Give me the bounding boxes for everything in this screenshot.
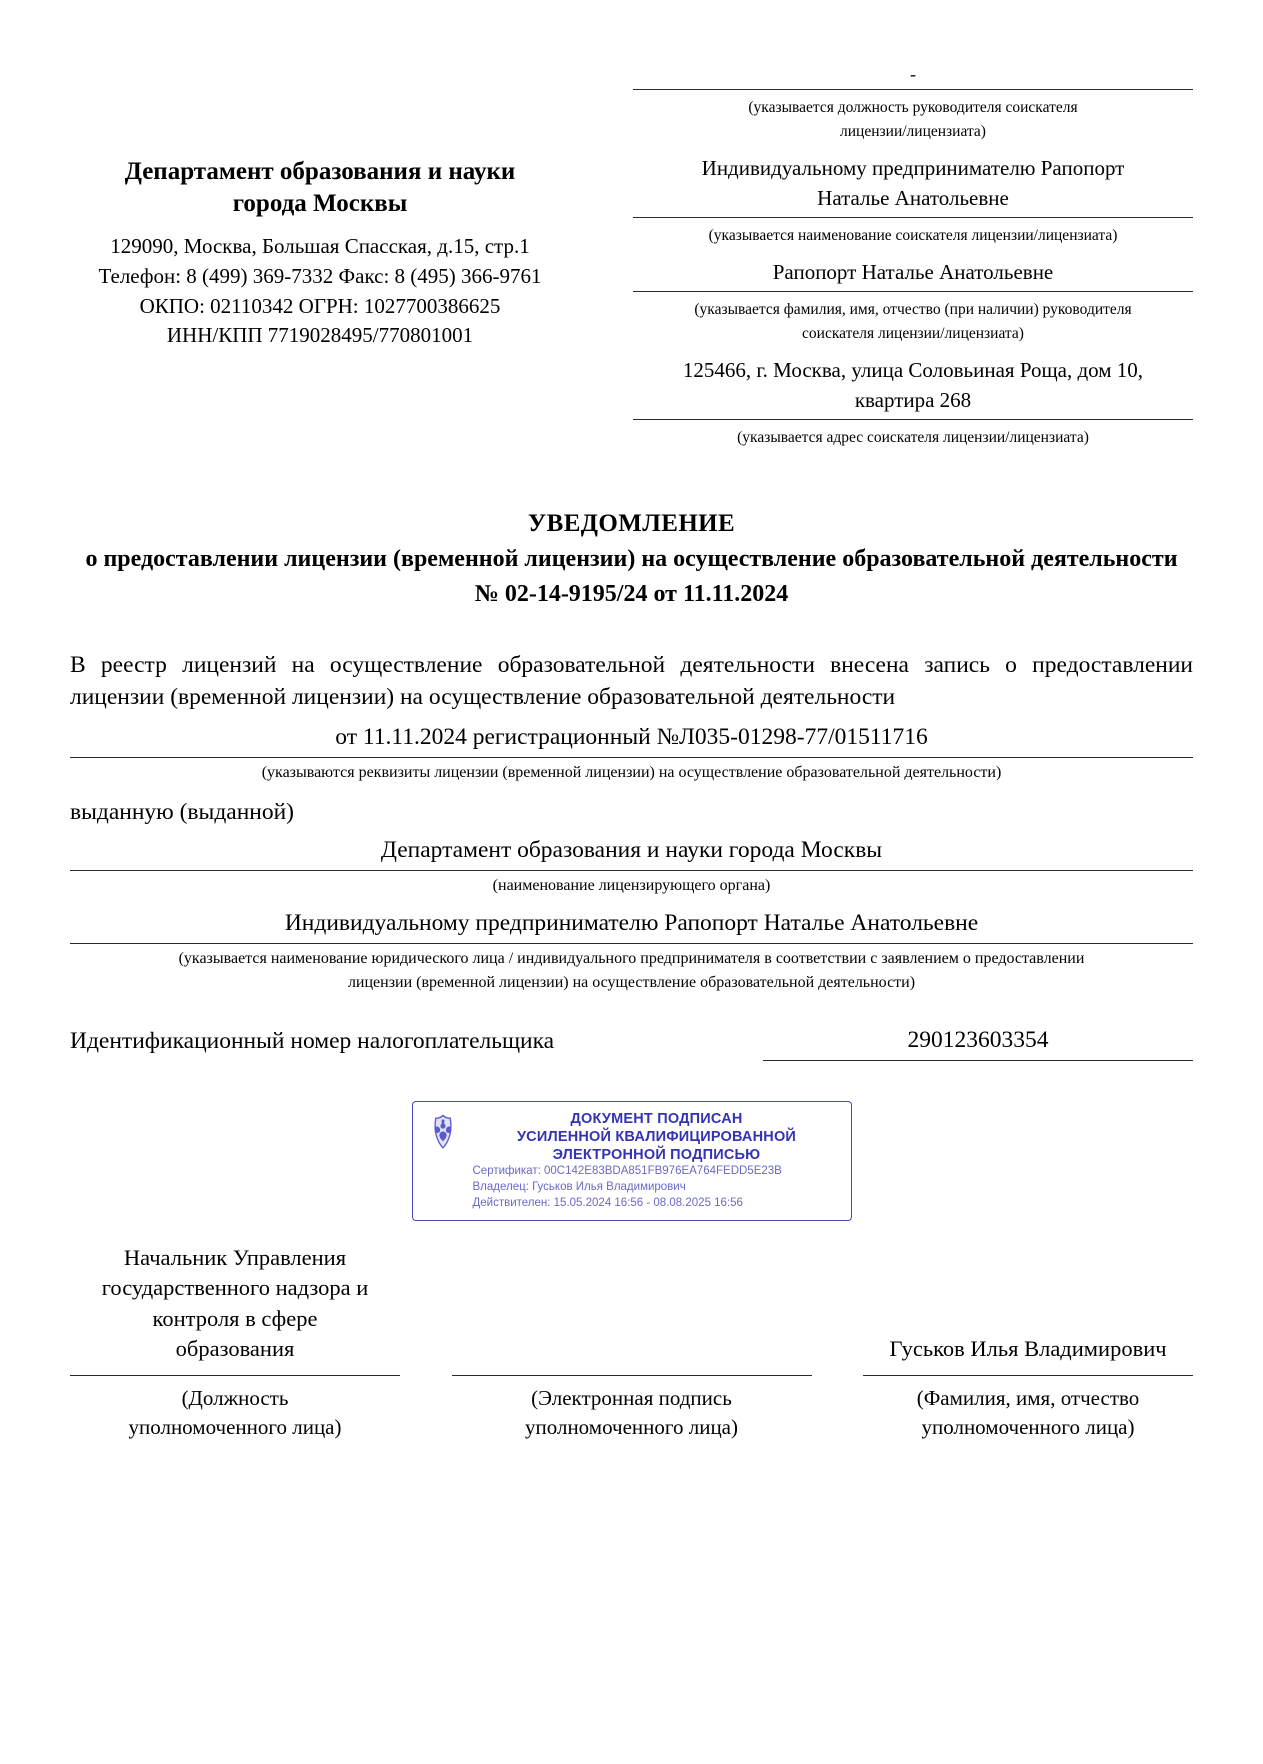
signer-position-line2: государственного надзора и	[101, 1275, 369, 1301]
addressee-position-caption	[633, 94, 1193, 152]
body-paragraph: В реестр лицензий на осуществление образовательной деятельности внесена запись о предоставлении лицензии (временной лицензии) на осуществление образовательной деятельности	[70, 652, 1193, 711]
signer-fio: Гуськов Илья Владимирович	[889, 1336, 1167, 1362]
stamp-valid-period: Действителен: 15.05.2024 16:56 - 08.08.2025 16:56	[472, 1197, 743, 1210]
document-subtitle: о предоставлении лицензии (временной лицензии) на осуществление образовательной деятельности	[85, 546, 1178, 573]
signature-captions	[70, 1375, 1193, 1443]
issuing-organization-block	[70, 60, 570, 351]
organization-inn-kpp: ИНН/КПП 7719028495/770801001	[166, 323, 474, 348]
licensee-caption-line2: лицензии (временной лицензии) на осуществление образовательной деятельности)	[347, 974, 916, 992]
addressee-fio-caption-line2: соискателя лицензии/лицензиата)	[802, 325, 1024, 343]
signature-caption-fio-line1: (Фамилия, имя, отчество	[916, 1385, 1140, 1410]
addressee-position-value: -	[910, 64, 916, 84]
stamp-title-line3: ЭЛЕКТРОННОЙ ПОДПИСЬЮ	[552, 1147, 761, 1164]
signature-caption-position-line1: (Должность	[181, 1385, 289, 1410]
issued-label: выданную (выданной)	[70, 799, 295, 826]
signer-position-line3: контроля в сфере	[152, 1305, 318, 1331]
signer-position-line4: образования	[175, 1336, 295, 1362]
addressee-fio-caption-line1: (указывается фамилия, имя, отчество (при наличии) руководителя	[694, 301, 1132, 319]
divider	[633, 419, 1193, 420]
organization-name	[70, 156, 570, 220]
signature-caption-fio	[863, 1375, 1193, 1443]
document-title: УВЕДОМЛЕНИЕ	[527, 510, 736, 538]
divider	[633, 217, 1193, 218]
addressee-name-value	[633, 152, 1193, 217]
signature-caption-fio-line2: уполномоченного лица)	[921, 1414, 1135, 1439]
coat-of-arms-icon	[421, 1110, 465, 1162]
addressee-position-caption-line1: (указывается должность руководителя соискателя	[748, 99, 1078, 117]
addressee-address-line1: 125466, г. Москва, улица Соловьиная Роща, дом 10,	[682, 358, 1144, 383]
licensee-field: Индивидуальному предпринимателю Рапопорт Наталье Анатольевне	[70, 904, 1193, 944]
stamp-text-block	[473, 1110, 841, 1212]
signature-caption-position	[70, 1375, 400, 1443]
licensee-caption-line1: (указывается наименование юридического лица / индивидуального предпринимателя в соответствии с заявлением о предоставлении	[178, 950, 1085, 968]
organization-okpo-ogrn: ОКПО: 02110342 ОГРН: 1027700386625	[139, 293, 501, 318]
taxpayer-number-row	[70, 1025, 1193, 1061]
addressee-name-caption: (указывается наименование соискателя лицензии/лицензиата)	[708, 227, 1118, 244]
stamp-title	[473, 1110, 841, 1164]
addressee-position-caption-line2: лицензии/лицензиата)	[840, 123, 986, 141]
addressee-fio-caption	[633, 296, 1193, 354]
organization-phone: Телефон: 8 (499) 369-7332 Факс: 8 (495) 366-9761	[98, 263, 542, 288]
divider	[633, 89, 1193, 90]
divider	[633, 291, 1193, 292]
signature-caption-esign-line2: уполномоченного лица)	[525, 1414, 738, 1439]
licensing-authority-field: Департамент образования и науки города Москвы	[70, 831, 1193, 871]
signature-caption-esign-line1: (Электронная подпись	[531, 1385, 732, 1410]
licensee-caption	[70, 944, 1193, 1001]
organization-name-line1: Департамент образования и науки	[124, 158, 516, 185]
signature-caption-position-line2: уполномоченного лица)	[128, 1414, 342, 1439]
addressee-block	[633, 60, 1193, 458]
licensing-authority-caption: (наименование лицензирующего органа)	[492, 877, 771, 895]
addressee-fio-value: Рапопорт Наталье Анатольевне	[772, 260, 1054, 285]
signature-caption-esign	[452, 1375, 812, 1443]
document-header	[70, 60, 1193, 458]
stamp-title-line2: УСИЛЕННОЙ КВАЛИФИЦИРОВАННОЙ	[516, 1129, 797, 1146]
stamp-certificate: Сертификат: 00C142E83BDA851FB976EA764FEDD5E23B	[472, 1165, 782, 1178]
stamp-title-line1: ДОКУМЕНТ ПОДПИСАН	[570, 1111, 743, 1128]
document-body	[70, 650, 1193, 1061]
signer-position	[70, 1243, 400, 1365]
license-requisites-caption: (указываются реквизиты лицензии (временной лицензии) на осуществление образовательной деятельности)	[261, 764, 1002, 782]
electronic-signature-stamp	[412, 1101, 852, 1221]
taxpayer-number-label: Идентификационный номер налогоплательщика	[70, 1028, 555, 1055]
document-number: № 02-14-9195/24 от 11.11.2024	[474, 581, 789, 608]
organization-name-line2: города Москвы	[232, 190, 408, 217]
addressee-name-line2: Наталье Анатольевне	[817, 185, 1009, 210]
electronic-signature-stamp-wrapper	[70, 1101, 1193, 1221]
signature-row	[70, 1243, 1193, 1365]
addressee-address-value	[633, 354, 1193, 419]
addressee-address-caption: (указывается адрес соискателя лицензии/лицензиата)	[737, 429, 1089, 447]
license-requisites-field: от 11.11.2024 регистрационный №Л035-01298-77/01511716	[70, 718, 1193, 758]
stamp-owner: Владелец: Гуськов Илья Владимирович	[472, 1181, 686, 1194]
taxpayer-number-value: 290123603354	[763, 1025, 1193, 1061]
signer-position-line1: Начальник Управления	[123, 1245, 347, 1271]
addressee-name-line1: Индивидуальному предпринимателю Рапопорт	[701, 156, 1125, 181]
document-title-block	[70, 510, 1193, 608]
organization-address: 129090, Москва, Большая Спасская, д.15, стр.1	[110, 234, 530, 258]
addressee-address-line2: квартира 268	[854, 387, 972, 412]
